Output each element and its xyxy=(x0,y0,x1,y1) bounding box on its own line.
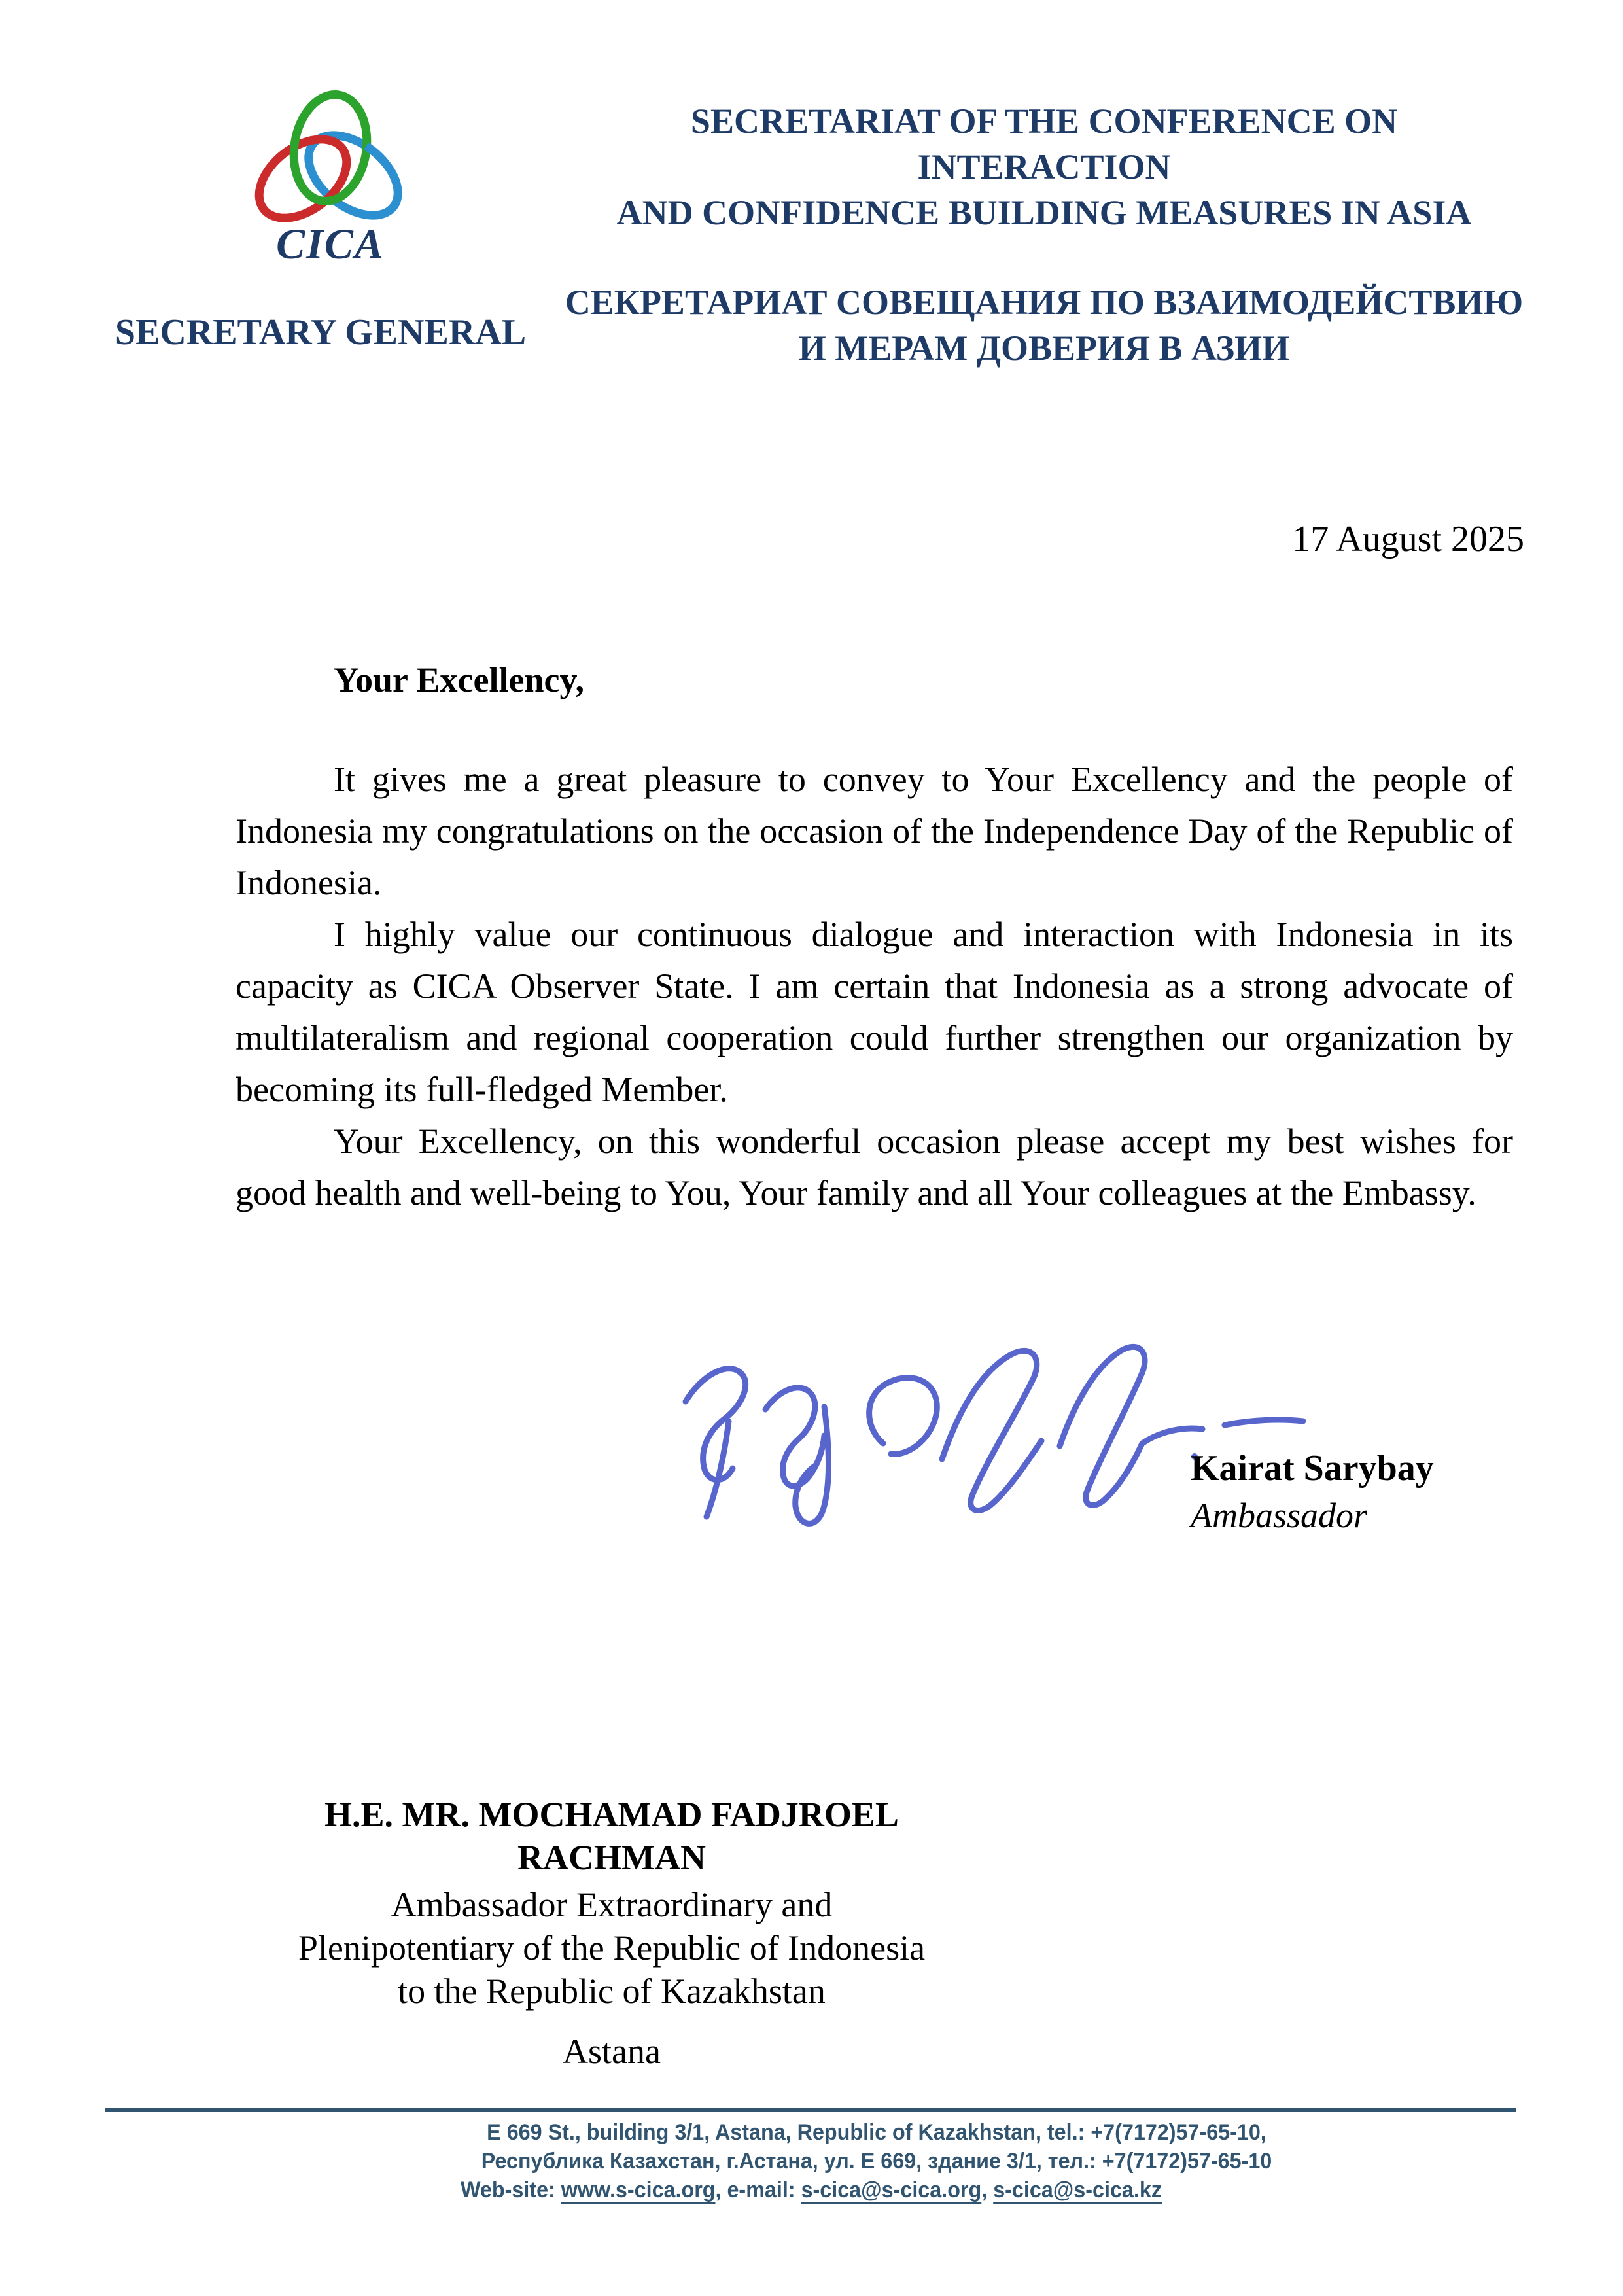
footer-contacts xyxy=(103,2178,1520,2203)
website-link[interactable]: www.s-cica.org xyxy=(561,2178,716,2202)
letter-paragraph-3: Your Excellency, on this wonderful occasion please accept my best wishes for good health and well-being to You, Your family and all Your colleagues at the Embassy. xyxy=(236,1122,1513,1212)
recipient-city: Astana xyxy=(563,2032,661,2071)
cica-logo-icon xyxy=(249,90,412,229)
recipient-line-1: Ambassador Extraordinary and xyxy=(391,1885,833,1924)
org-title-ru-line2: И МЕРАМ ДОВЕРИЯ В АЗИИ xyxy=(798,328,1290,368)
recipient-line-2: Plenipotentiary of the Republic of Indonesia xyxy=(298,1928,926,1968)
recipient-name: H.E. MR. MOCHAMAD FADJROEL RACHMAN xyxy=(324,1795,899,1877)
email-link-org[interactable]: s-cica@s-cica.org xyxy=(801,2178,982,2202)
org-title-en-line1: SECRETARIAT OF THE CONFERENCE ON INTERACTION xyxy=(690,101,1398,186)
footer-divider xyxy=(105,2108,1516,2112)
recipient-line-3: to the Republic of Kazakhstan xyxy=(398,1971,826,2011)
org-title-ru-line1: СЕКРЕТАРИАТ СОВЕЩАНИЯ ПО ВЗАИМОДЕЙСТВИЮ xyxy=(565,283,1524,322)
letter-date: 17 August 2025 xyxy=(1292,519,1524,559)
signer-block xyxy=(1191,1445,1434,1539)
letter-paragraph-1: It gives me a great pleasure to convey to Your Excellency and the people of Indonesia my congratulations on the occasion of the Independence Day of the Republic of Indonesia. xyxy=(236,760,1513,902)
salutation: Your Excellency, xyxy=(334,660,584,699)
footer-email-sep: , xyxy=(981,2178,994,2202)
email-link-kz[interactable]: s-cica@s-cica.kz xyxy=(993,2178,1162,2202)
footer-address-ru: Республика Казахстан, г.Астана, ул. Е 669, здание 3/1, тел.: +7(7172)57-65-10 xyxy=(481,2149,1272,2174)
footer-address-en: E 669 St., building 3/1, Astana, Republic of Kazakhstan, tel.: +7(7172)57-65-10, xyxy=(487,2120,1266,2145)
letter-body xyxy=(236,754,1513,1219)
org-title-en-line2: AND CONFIDENCE BUILDING MEASURES IN ASIA xyxy=(616,193,1472,232)
logo-wordmark: CICA xyxy=(276,221,385,268)
secretary-general-label: SECRETARY GENERAL xyxy=(114,312,527,353)
signer-title: Ambassador xyxy=(1191,1496,1368,1535)
footer-web-label: Web-site: xyxy=(461,2178,561,2202)
org-title-english xyxy=(563,98,1526,236)
org-title-russian xyxy=(563,279,1526,371)
recipient-block xyxy=(232,1793,991,2073)
footer-email-label: , e-mail: xyxy=(715,2178,801,2202)
signer-name: Kairat Sarybay xyxy=(1191,1448,1434,1489)
letter-paragraph-2: I highly value our continuous dialogue and interaction with Indonesia in its capacity as CICA Observer State. I am certain that Indonesia as a strong advocate of multilateralism and regional cooperation could further strengthen our organization by becoming its full-fledged Member. xyxy=(236,915,1513,1109)
